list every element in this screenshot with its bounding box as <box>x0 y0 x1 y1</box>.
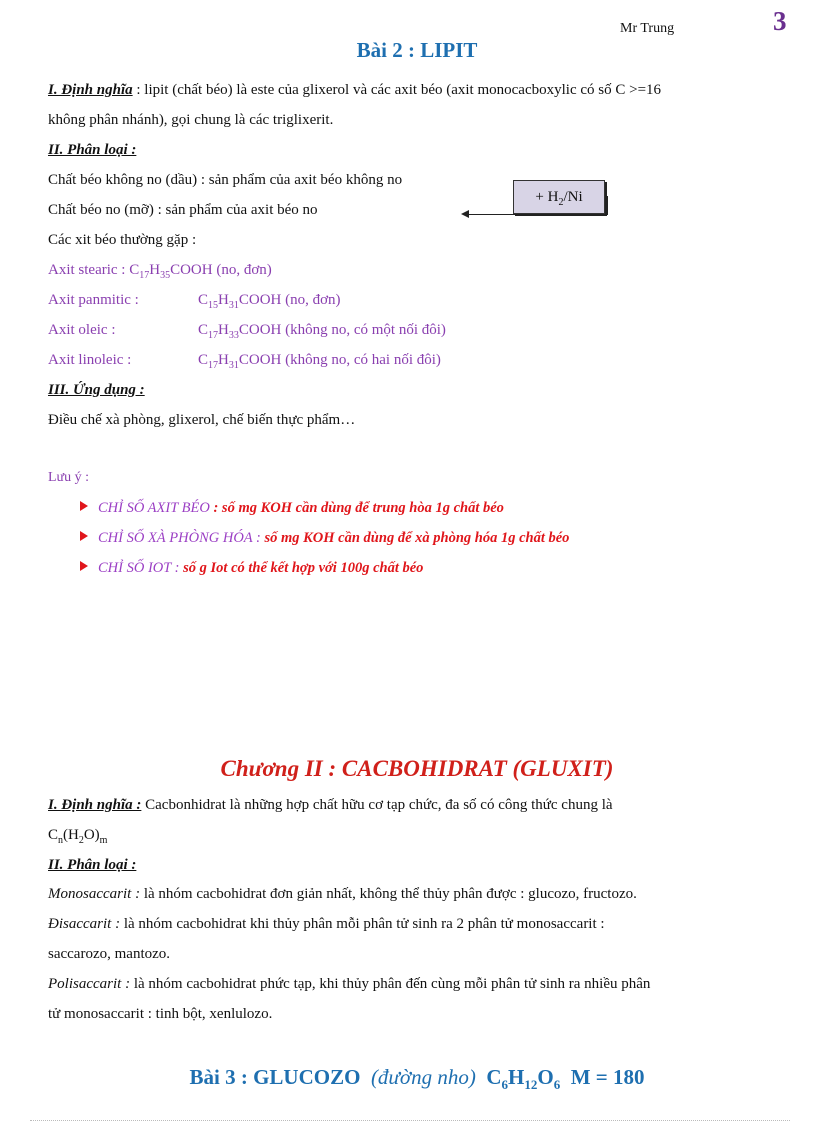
glucozo-formula: $C_6H_{12}O_6$ <box>486 1065 561 1093</box>
disaccarit-line: Đisaccarit : là nhóm cacbohidrat khi thủy phân mỗi phân tử sinh ra 2 phân tử monosaccarit : <box>48 916 605 932</box>
carb-general-formula: $C_n(H_2O)_m$ <box>48 827 108 846</box>
bullet-arrow-icon <box>80 501 88 511</box>
note-iodine-index: CHỈ SỐ IOT : số g Iot có thể kết hợp với 100g chất béo <box>80 560 423 577</box>
bullet-arrow-icon <box>80 531 88 541</box>
unsaturated-fat-line: Chất béo không no (dầu) : sản phẩm của axit béo không no <box>48 172 403 188</box>
definition-heading: I. Định nghĩa : <box>48 797 142 813</box>
footer-divider <box>30 1120 790 1121</box>
carb-definition-line: I. Định nghĩa : Cacbonhidrat là những hợp chất hữu cơ tạp chức, đa số có công thức chung là <box>48 797 613 813</box>
reaction-arrow-line <box>468 214 608 215</box>
acid-row-stearic: Axit stearic : $C_{17}H_{35}COOH$ (no, đơn) <box>48 262 272 281</box>
applications-heading: III. Ứng dụng : <box>48 382 145 398</box>
note-acid-index: CHỈ SỐ AXIT BÉO : số mg KOH cần dùng để trung hòa 1g chất béo <box>80 500 504 517</box>
glucozo-mass: M = 180 <box>570 1065 645 1089</box>
glucozo-title: Bài 3 : GLUCOZO (đường nho) $C_6H_{12}O_6$ M = 180 <box>189 1065 645 1093</box>
glucozo-alias: (đường nho) <box>370 1065 476 1089</box>
acid-row-oleic: Axit oleic : $C_{17}H_{33}COOH$ (không no, có một nối đôi) <box>48 322 446 341</box>
reaction-arrow-stem <box>607 196 608 215</box>
polisaccarit-line: Polisaccarit : là nhóm cacbohidrat phức tạp, khi thủy phân đến cùng mỗi phân tử sinh ra nhiều phân <box>48 976 651 992</box>
polisaccarit-examples: tử monosaccarit : tinh bột, xenlulozo. <box>48 1006 273 1022</box>
reaction-arrow-head-icon <box>461 210 469 218</box>
saturated-fat-line: Chất béo no (mỡ) : sản phẩm của axit béo no <box>48 202 318 218</box>
definition-text: : lipit (chất béo) là este của glixerol và các axit béo (axit monocacboxylic có số C >=16 <box>132 82 662 98</box>
lipit-definition-line1 <box>48 82 661 99</box>
page-number: 3 <box>773 6 787 36</box>
bullet-arrow-icon <box>80 561 88 571</box>
hydrogenation-reagent-box: + $H_2/Ni$ <box>513 180 605 214</box>
note-saponification-index: CHỈ SỐ XÀ PHÒNG HÓA : số mg KOH cần dùng để xà phòng hóa 1g chất béo <box>80 530 569 547</box>
common-acids-label: Các xit béo thường gặp : <box>48 232 197 248</box>
note-label: Lưu ý : <box>48 470 90 485</box>
author-name: Mr Trung <box>620 21 675 36</box>
acid-row-panmitic: Axit panmitic : $C_{15}H_{31}COOH$ (no, đơn) <box>48 292 341 311</box>
lipit-definition-line2: không phân nhánh), gọi chung là các triglixerit. <box>48 112 334 128</box>
monosaccarit-line: Monosaccarit : là nhóm cacbohidrat đơn giản nhất, không thể thủy phân được : glucozo, fructozo. <box>48 886 637 902</box>
lipit-title: Bài 2 : LIPIT <box>356 38 478 62</box>
acid-row-linoleic: Axit linoleic : $C_{17}H_{31}COOH$ (không no, có hai nối đôi) <box>48 352 441 371</box>
carb-classification-heading: II. Phân loại : <box>48 857 137 873</box>
chapter-title: Chương II : CACBOHIDRAT (GLUXIT) <box>220 756 614 781</box>
applications-text: Điều chế xà phòng, glixerol, chế biến thực phẩm… <box>48 412 356 428</box>
definition-heading: I. Định nghĩa <box>48 82 133 98</box>
disaccarit-examples: saccarozo, mantozo. <box>48 946 171 962</box>
lipit-classification-heading: II. Phân loại : <box>48 142 137 158</box>
